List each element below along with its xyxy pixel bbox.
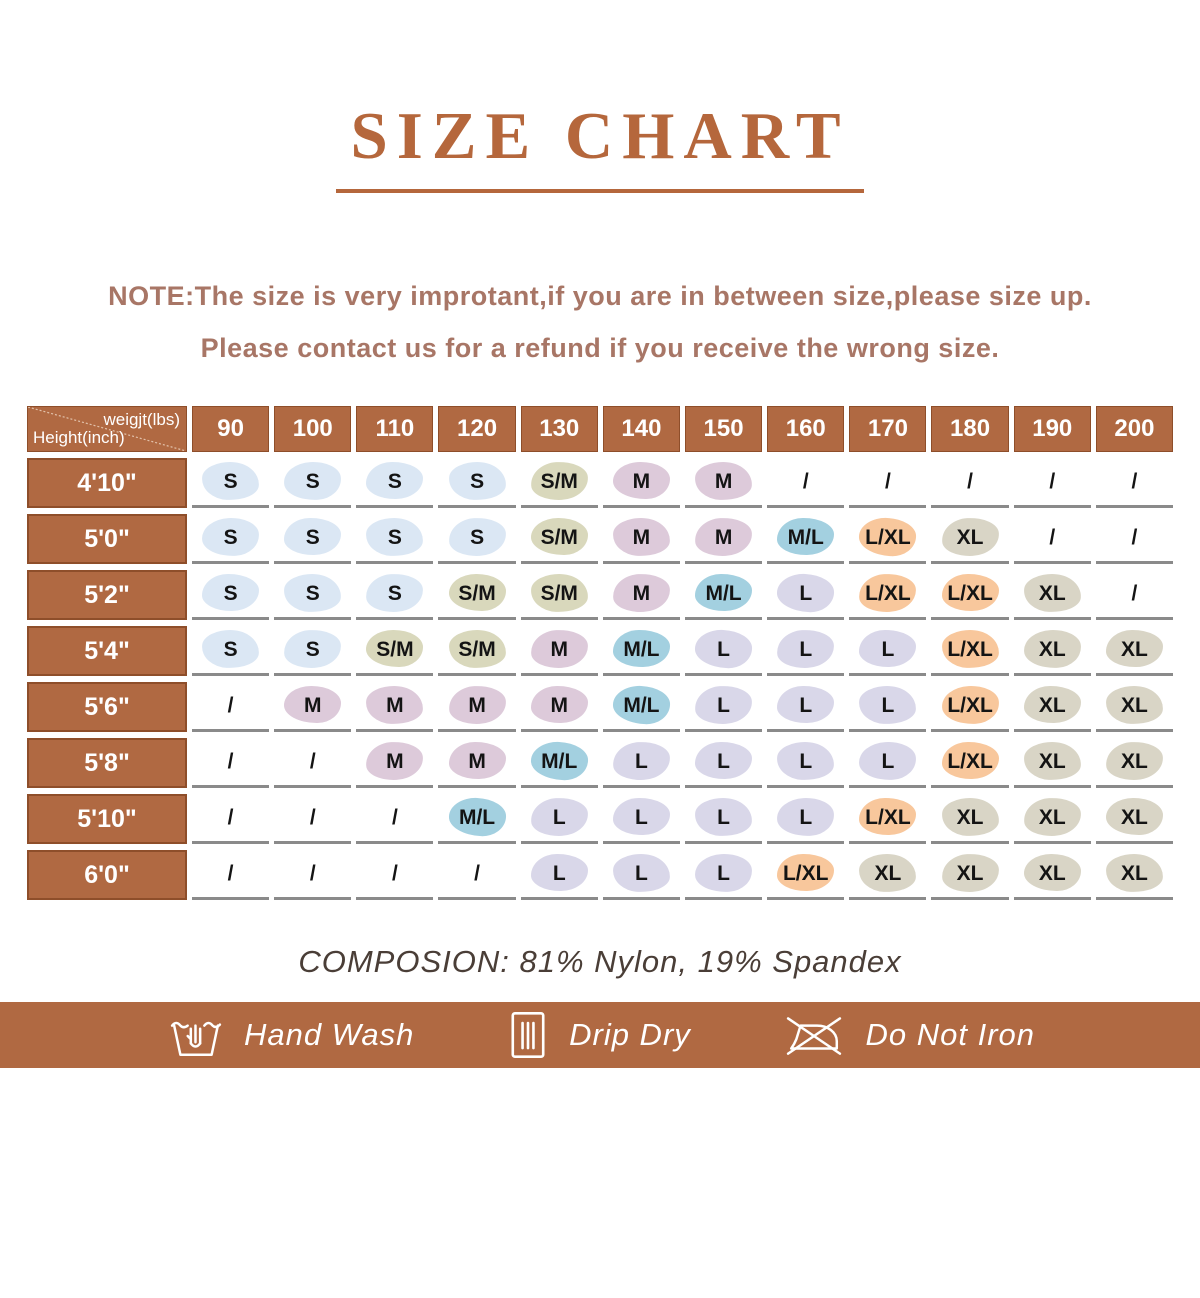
size-value: L/XL (947, 637, 993, 661)
size-value: M (386, 749, 404, 773)
size-cell (685, 794, 762, 844)
weight-header-cell: 140 (603, 406, 680, 452)
size-value: S (470, 469, 485, 493)
size-value: S (305, 469, 320, 493)
weight-header-cell: 180 (931, 406, 1008, 452)
size-value: L (717, 805, 730, 829)
size-value: L (881, 693, 895, 717)
note-line-1: NOTE:The size is very improtant,if you are in between size,please size up. (108, 281, 1092, 311)
size-cell (685, 458, 762, 508)
size-cell (356, 626, 433, 676)
size-cell (931, 738, 1008, 788)
size-cell (1096, 626, 1173, 676)
size-cell-empty (1096, 514, 1173, 564)
size-value: XL (1038, 637, 1066, 661)
size-cell-empty (1096, 458, 1173, 508)
size-cell-empty (1014, 458, 1091, 508)
size-cell-empty (274, 794, 351, 844)
weight-header-cell: 90 (192, 406, 269, 452)
size-value: L/XL (865, 805, 911, 829)
size-cell (685, 514, 762, 564)
size-value: S (387, 469, 402, 493)
size-value: / (391, 805, 398, 829)
size-cell (192, 626, 269, 676)
size-value: L/XL (865, 581, 911, 605)
care-item-hand-wash (170, 1011, 414, 1059)
size-value: S (223, 469, 238, 493)
size-cell-empty (767, 458, 844, 508)
size-value: M (303, 693, 322, 717)
size-cell (603, 850, 680, 900)
size-value: M/L (623, 637, 660, 661)
size-cell (767, 626, 844, 676)
size-cell (1014, 850, 1091, 900)
size-value: M (550, 637, 568, 661)
size-cell (1096, 850, 1173, 900)
size-cell-empty (274, 738, 351, 788)
weight-header-cell: 100 (274, 406, 351, 452)
size-value: S (223, 581, 238, 605)
size-value: / (1049, 525, 1056, 549)
size-cell (438, 794, 515, 844)
corner-weight-label: weigjt(lbs) (103, 410, 180, 429)
size-cell (438, 514, 515, 564)
size-value: L (799, 693, 813, 717)
size-cell (849, 570, 926, 620)
size-cell (521, 794, 598, 844)
size-value: M (632, 469, 651, 493)
size-cell-empty (192, 682, 269, 732)
size-value: M (468, 749, 486, 773)
size-value: / (227, 749, 234, 773)
size-value: M (714, 525, 733, 549)
size-value: L (552, 805, 566, 829)
size-value: L/XL (782, 861, 829, 885)
size-cell (438, 458, 515, 508)
size-value: / (1049, 469, 1056, 493)
size-cell (603, 458, 680, 508)
size-cell (685, 570, 762, 620)
size-cell (1014, 682, 1091, 732)
height-label-cell: 6'0" (27, 850, 187, 900)
size-cell (356, 738, 433, 788)
size-value: L (717, 637, 730, 661)
size-cell (685, 682, 762, 732)
size-value: / (227, 805, 234, 829)
size-value: / (967, 469, 973, 493)
size-cell (603, 738, 680, 788)
size-cell (438, 570, 515, 620)
size-cell (685, 626, 762, 676)
height-label-cell: 5'0" (27, 514, 187, 564)
weight-header-cell: 130 (521, 406, 598, 452)
corner-height-label: Height(inch) (33, 428, 125, 447)
size-value: / (227, 861, 234, 885)
size-value: S/M (540, 581, 578, 605)
size-cell-empty (1014, 514, 1091, 564)
size-cell (274, 626, 351, 676)
size-cell (521, 850, 598, 900)
size-cell (521, 570, 598, 620)
size-value: M (714, 469, 733, 493)
size-value: S/M (540, 469, 578, 493)
size-value: L (717, 749, 730, 773)
size-value: XL (1120, 637, 1148, 661)
size-cell (521, 682, 598, 732)
size-cell (931, 682, 1008, 732)
size-cell (521, 514, 598, 564)
do-not-iron-icon (785, 1011, 843, 1059)
size-cell-empty (274, 850, 351, 900)
page-title: SIZE CHART (336, 98, 863, 193)
note-block (0, 281, 1200, 364)
size-cell (274, 458, 351, 508)
size-cell (1096, 738, 1173, 788)
size-cell (603, 626, 680, 676)
weight-header-cell: 170 (849, 406, 926, 452)
care-item-do-not-iron (785, 1011, 1035, 1059)
size-cell (356, 458, 433, 508)
height-label-cell: 5'4" (27, 626, 187, 676)
size-cell-empty (356, 794, 433, 844)
size-value: XL (956, 805, 984, 829)
weight-header-cell: 110 (356, 406, 433, 452)
size-value: L/XL (947, 581, 993, 605)
size-value: L/XL (865, 525, 911, 549)
size-value: M (386, 693, 404, 717)
weight-header-cell: 160 (767, 406, 844, 452)
size-value: S/M (458, 581, 496, 605)
size-cell (767, 570, 844, 620)
size-cell-empty (849, 458, 926, 508)
size-value: XL (1120, 749, 1148, 773)
size-value: L (552, 861, 566, 885)
height-label-cell: 5'6" (27, 682, 187, 732)
size-value: S (305, 525, 320, 549)
size-value: S (223, 637, 238, 661)
size-value: L (717, 693, 730, 717)
size-cell-empty (192, 738, 269, 788)
size-cell (767, 738, 844, 788)
size-cell (438, 738, 515, 788)
size-cell (849, 794, 926, 844)
size-cell (603, 514, 680, 564)
size-value: L/XL (947, 693, 993, 717)
size-chart-page (0, 98, 1200, 1298)
size-value: M/L (458, 805, 496, 829)
size-cell (356, 570, 433, 620)
size-cell (274, 514, 351, 564)
size-cell (603, 794, 680, 844)
size-cell (521, 738, 598, 788)
size-cell (931, 570, 1008, 620)
size-cell (931, 626, 1008, 676)
size-cell (931, 514, 1008, 564)
size-cell (521, 626, 598, 676)
size-value: XL (956, 525, 984, 549)
size-value: S (470, 525, 485, 549)
size-value: / (391, 861, 398, 885)
size-value: XL (1038, 805, 1066, 829)
size-cell (192, 514, 269, 564)
size-cell (931, 794, 1008, 844)
size-cell (849, 738, 926, 788)
size-cell (438, 682, 515, 732)
size-value: M (632, 581, 651, 605)
size-value: XL (1120, 693, 1148, 717)
composition-text: COMPOSION: 81% Nylon, 19% Spandex (298, 944, 902, 979)
size-value: XL (1038, 581, 1066, 605)
hand-wash-icon (170, 1011, 222, 1059)
size-value: / (309, 749, 316, 773)
size-value: M (468, 693, 486, 717)
size-cell (603, 570, 680, 620)
size-value: XL (956, 861, 984, 885)
size-value: XL (1038, 861, 1066, 885)
size-value: / (474, 861, 480, 885)
size-cell (685, 850, 762, 900)
height-label-cell: 5'10" (27, 794, 187, 844)
size-cell (1014, 794, 1091, 844)
size-value: / (1131, 469, 1138, 493)
size-value: / (1131, 581, 1138, 605)
care-label: Do Not Iron (865, 1017, 1035, 1052)
size-cell (1096, 682, 1173, 732)
size-value: L/XL (947, 749, 993, 773)
size-cell (356, 682, 433, 732)
size-value: S/M (458, 637, 496, 661)
drip-dry-icon (509, 1010, 547, 1060)
size-value: XL (1120, 861, 1148, 885)
size-value: M (632, 525, 651, 549)
weight-header-cell: 190 (1014, 406, 1091, 452)
size-cell (1014, 570, 1091, 620)
size-value: L (881, 637, 895, 661)
size-cell (1014, 626, 1091, 676)
size-cell (767, 794, 844, 844)
size-value: L (717, 861, 730, 885)
size-cell (685, 738, 762, 788)
size-value: L (881, 749, 895, 773)
size-value: XL (874, 861, 902, 885)
size-chart-table (27, 406, 1173, 900)
size-value: / (1131, 525, 1138, 549)
size-cell-empty (192, 794, 269, 844)
size-cell (849, 514, 926, 564)
table-corner-cell (27, 406, 187, 452)
size-cell (274, 570, 351, 620)
size-cell-empty (931, 458, 1008, 508)
size-value: L (799, 749, 813, 773)
size-value: S/M (540, 525, 578, 549)
size-cell-empty (192, 850, 269, 900)
size-cell-empty (356, 850, 433, 900)
size-value: S (387, 525, 402, 549)
weight-header-cell: 120 (438, 406, 515, 452)
size-cell (274, 682, 351, 732)
size-value: M/L (787, 525, 824, 549)
size-cell (356, 514, 433, 564)
size-value: S/M (376, 637, 414, 661)
height-label-cell: 5'2" (27, 570, 187, 620)
size-cell (767, 514, 844, 564)
care-label: Drip Dry (569, 1017, 691, 1052)
size-value: / (227, 693, 234, 717)
note-line-2: Please contact us for a refund if you receive the wrong size. (200, 333, 1000, 363)
size-value: / (802, 469, 809, 493)
size-cell (192, 458, 269, 508)
size-cell (931, 850, 1008, 900)
size-value: XL (1038, 693, 1066, 717)
size-value: S (223, 525, 238, 549)
size-value: M/L (623, 693, 660, 717)
size-value: L (799, 805, 813, 829)
weight-header-cell: 200 (1096, 406, 1173, 452)
size-cell (521, 458, 598, 508)
size-cell (1014, 738, 1091, 788)
size-value: L (634, 805, 648, 829)
size-value: L (799, 581, 813, 605)
size-cell (192, 570, 269, 620)
size-cell (767, 682, 844, 732)
height-label-cell: 4'10" (27, 458, 187, 508)
size-value: XL (1120, 805, 1148, 829)
size-cell-empty (1096, 570, 1173, 620)
size-value: S (387, 581, 402, 605)
size-value: M (550, 693, 568, 717)
size-value: XL (1038, 749, 1066, 773)
size-value: L (634, 749, 648, 773)
size-cell (438, 626, 515, 676)
size-value: L (799, 637, 813, 661)
size-value: / (309, 805, 316, 829)
size-value: S (305, 581, 320, 605)
size-value: M/L (541, 749, 578, 773)
size-cell (603, 682, 680, 732)
care-label: Hand Wash (244, 1017, 415, 1052)
size-cell (849, 682, 926, 732)
size-value: S (305, 637, 320, 661)
size-value: L (634, 861, 648, 885)
care-instructions-bar (0, 1002, 1200, 1068)
care-item-drip-dry (509, 1010, 691, 1060)
size-value: M/L (705, 581, 742, 605)
size-value: / (884, 469, 891, 493)
size-cell-empty (438, 850, 515, 900)
size-cell (849, 626, 926, 676)
height-label-cell: 5'8" (27, 738, 187, 788)
size-cell (767, 850, 844, 900)
size-value: / (309, 861, 316, 885)
size-cell (1096, 794, 1173, 844)
size-cell (849, 850, 926, 900)
weight-header-cell: 150 (685, 406, 762, 452)
